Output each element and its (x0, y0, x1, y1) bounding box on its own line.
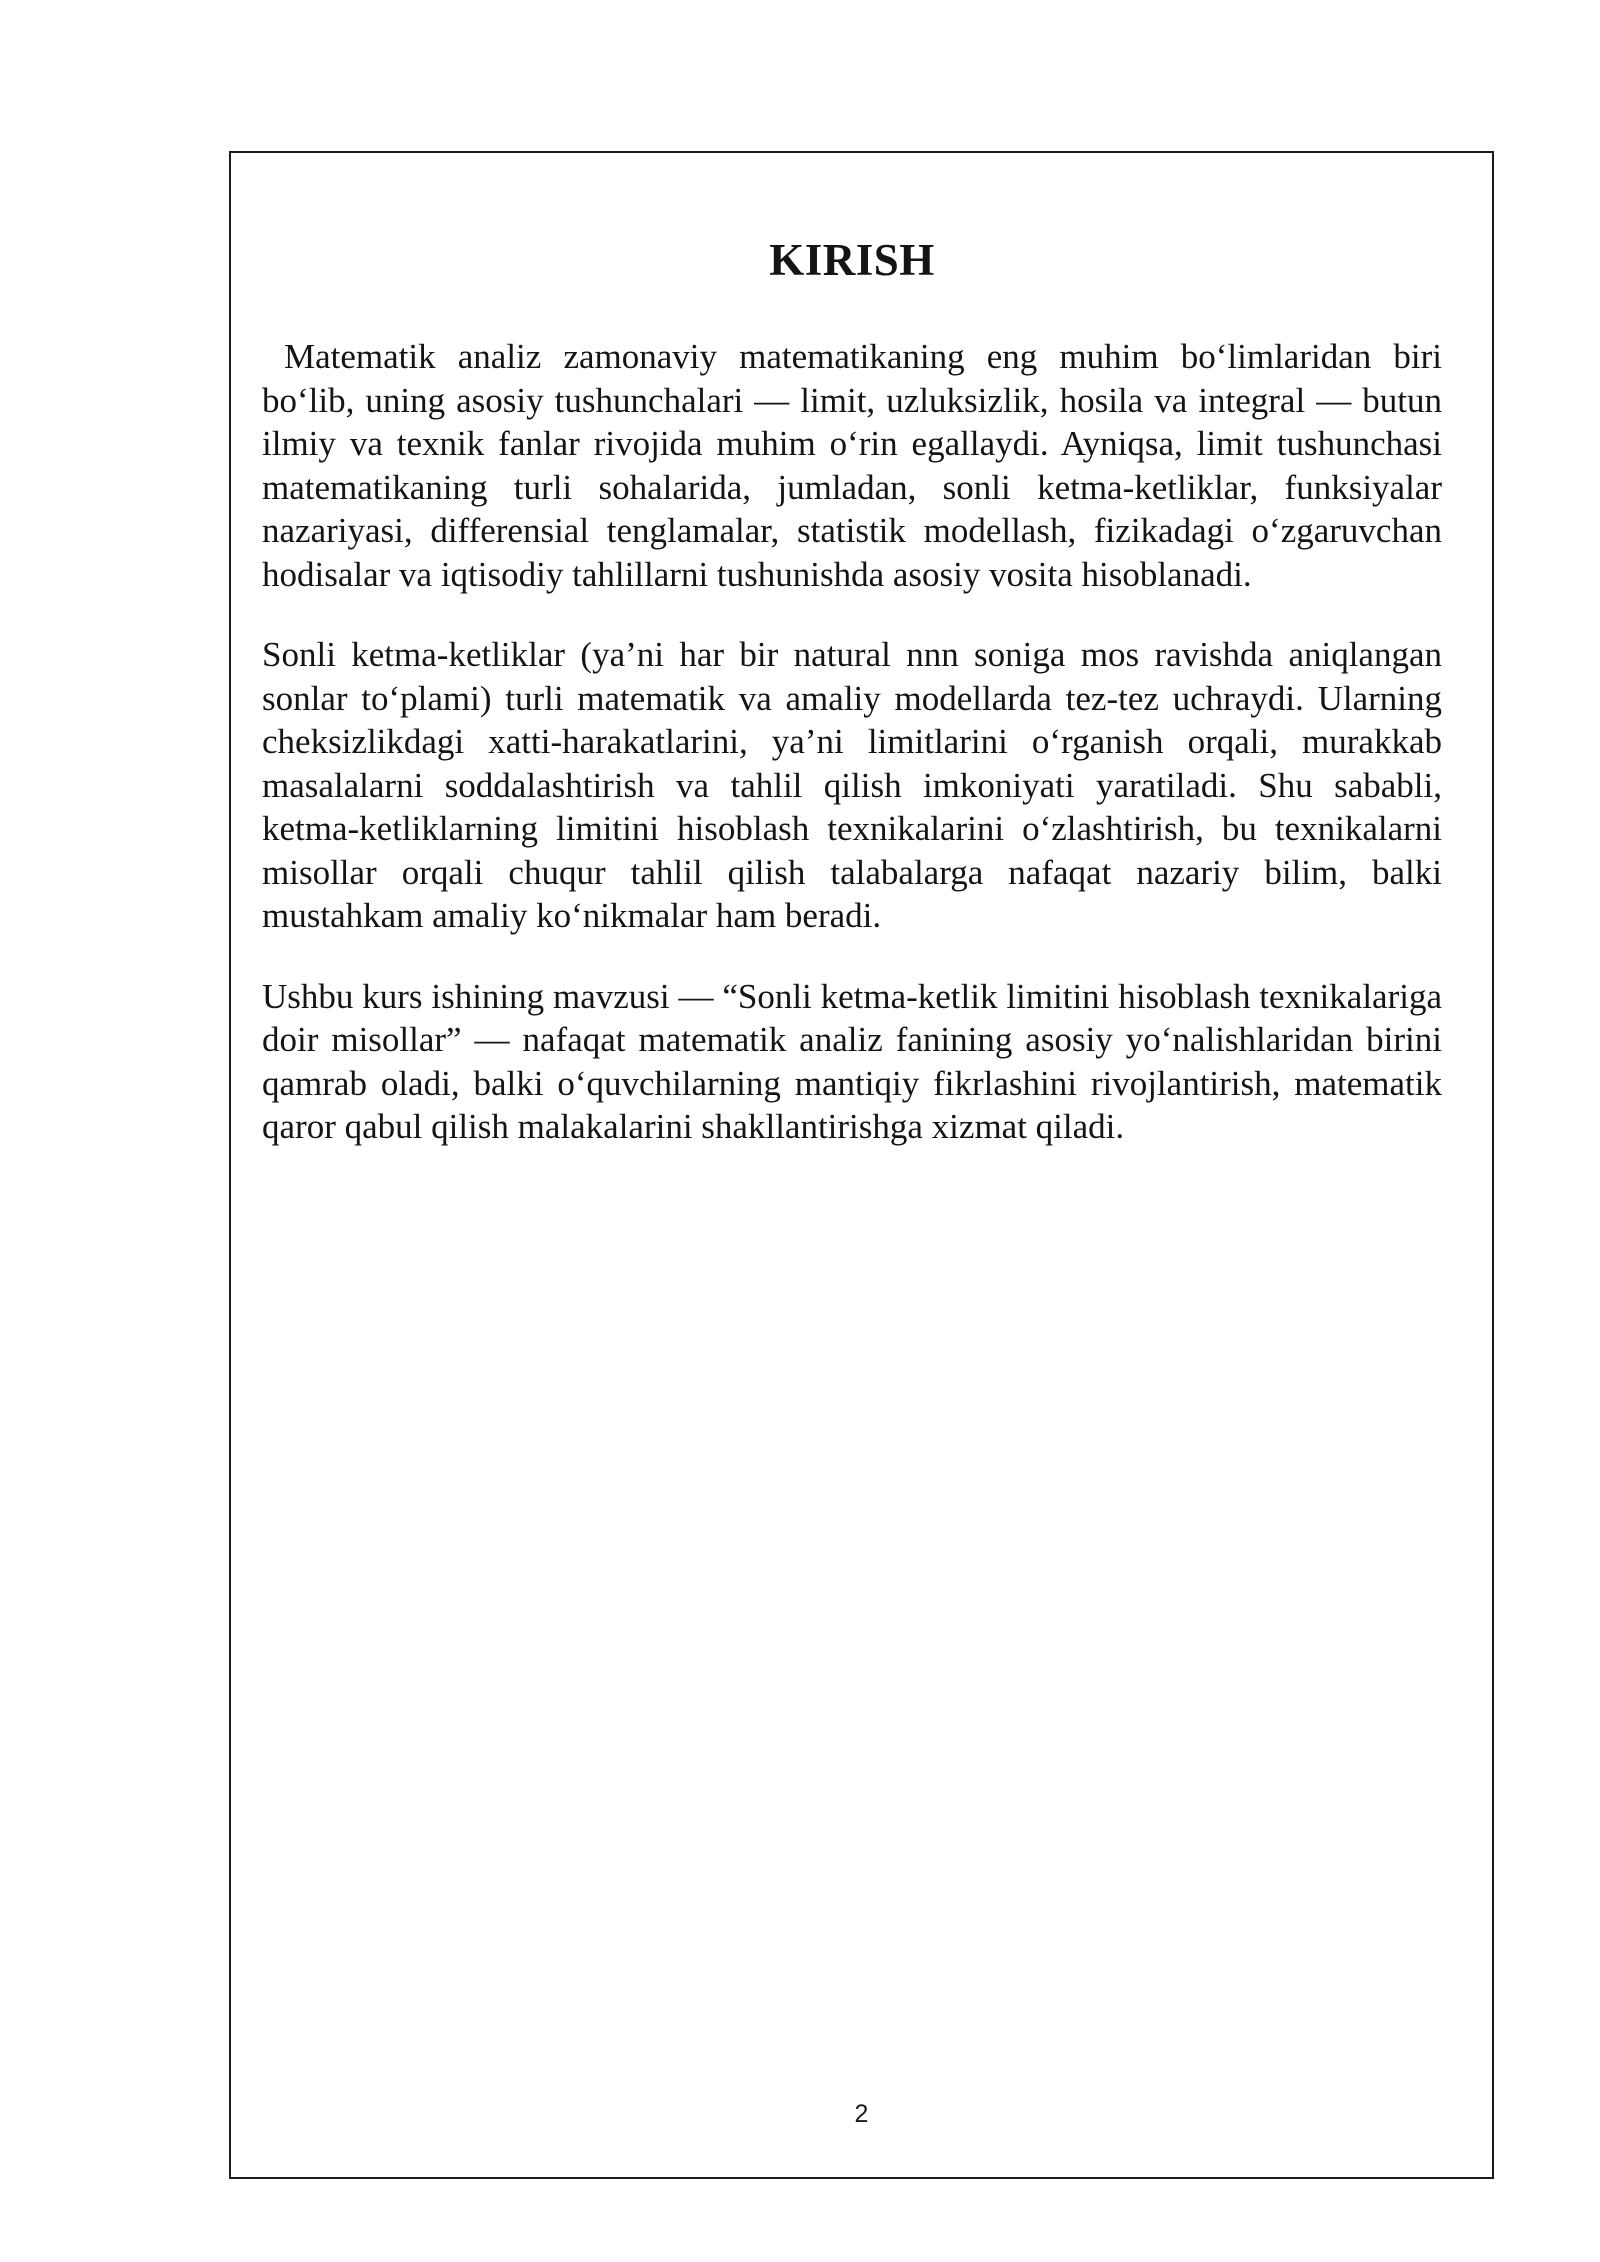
paragraph-1: Matematik analiz zamonaviy matematikaning eng muhim bo‘limlaridan biri bo‘lib, uning asosiy tushunchalari — limit, uzluksizlik, hosila va integral — butun ilmiy va texnik fanlar rivojida muhim o‘rin egallaydi. Ayniqsa, limit tushunchasi matematikaning turli sohalarida, jumladan, sonli ketma-ketliklar, funksiyalar nazariyasi, differensial tenglamalar, statistik modellash, fizikadagi o‘zgaruvchan hodisalar va iqtisodiy tahlillarni tushunishda asosiy vosita hisoblanadi. (262, 337, 1442, 594)
paragraph-3: Ushbu kurs ishining mavzusi — “Sonli ketma-ketlik limitini hisoblash texnikalariga doir misollar” — nafaqat matematik analiz fanining asosiy yo‘nalishlaridan birini qamrab oladi, balki o‘quvchilarning mantiqiy fikrlashini rivojlantirish, matematik qaror qabul qilish malakalarini shakllantirishga xizmat qiladi. (262, 976, 1442, 1146)
page-title: KIRISH (769, 235, 935, 285)
page-content (262, 233, 1442, 1186)
paragraph-2: Sonli ketma-ketliklar (ya’ni har bir natural nnn soniga mos ravishda aniqlangan sonlar to‘plami) turli matematik va amaliy modellarda tez-tez uchraydi. Ularning cheksizlikdagi xatti-harakatlarini, ya’ni limitlarini o‘rganish orqali, murakkab masalalarni soddalashtirish va tahlil qilish imkoniyati yaratiladi. Shu sababli, ketma-ketliklarning limitini hisoblash texnikalarini o‘zlashtirish, bu texnikalarni misollar orqali chuqur tahlil qilish talabalarga nafaqat nazariy bilim, balki mustahkam amaliy ko‘nikmalar ham beradi. (262, 635, 1442, 935)
page-frame (229, 151, 1494, 2179)
page-number: 2 (854, 2100, 869, 2128)
